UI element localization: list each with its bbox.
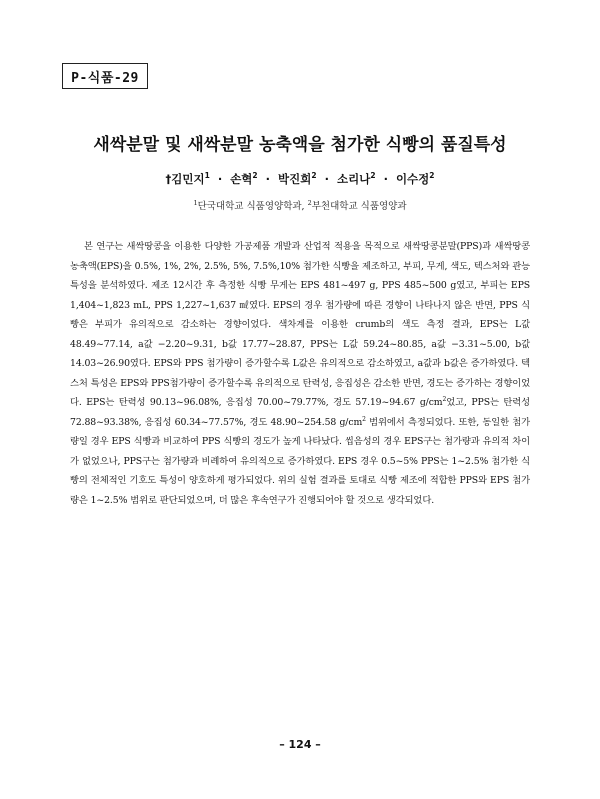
affiliations <box>0 198 600 212</box>
abstract-text-part: 었고, PPS는 탄력성 72.88~93.38%, 응집성 60.34~77.57%, 경도 48.90~254.58 g/cm <box>70 397 530 428</box>
affil-sup: 2 <box>307 198 312 207</box>
affiliation-2: 부천대학교 식품영양과 <box>311 201 407 212</box>
author-name: 김민지 <box>171 172 205 186</box>
author-separator: · <box>383 172 388 186</box>
abstract-text-part: 본 연구는 새싹땅콩을 이용한 다양한 가공제품 개발과 산업적 적용을 목적으로 새싹땅콩분말(PPS)과 새싹땅콩 농축액(EPS)을 0.5%, 1%, 2%, 2.5%, 5%, 7.5%,10% 첨가한 식빵을 제조하고, 부피, 무게, 색도, 텍스처와 관능 특성을 분석하였다. 제조 12시간 후 측정한 식빵 무게는 EPS 481~497 g, PPS 485~500 g였고, 부피는 EPS 1,404~1,823 mL, PPS 1,227~1,637 ㎖였다. EPS의 경우 첨가량에 따른 경향이 나타나지 않은 반면, PPS 식빵은 부피가 유의적으로 감소하는 경향이었다. 색차계를 이용한 crumb의 색도 측정 결과, EPS는 L값 48.49~77.14, a값 −2.20~9.31, b값 17.77~28.87, PPS는 L값 59.24~80.85, a값 −3.31~5.00, b값 14.03~26.90였다. EPS와 PPS 첨가량이 증가할수록 L값은 유의적으로 감소하였고, a값과 b값은 증가하였다. 텍스처 특성은 EPS와 PPS첨가량이 증가할수록 유의적으로 탄력성, 응집성은 감소한 반면, 경도는 증가하는 경향이었다. EPS는 탄력성 90.13~96.08%, 응집성 70.00~79.77%, 경도 57.19~94.67 g/cm <box>70 241 530 408</box>
author-name: 소리나 <box>337 172 371 186</box>
paper-title: 새싹분말 및 새싹분말 농축액을 첨가한 식빵의 품질특성 <box>93 135 507 155</box>
author-affil-sup: 1 <box>204 171 210 181</box>
author-affil-sup: 2 <box>370 171 376 181</box>
abstract-body <box>70 237 530 510</box>
author-affil-sup: 2 <box>252 171 258 181</box>
author-mark: † <box>165 172 172 186</box>
author-affil-sup: 2 <box>311 171 317 181</box>
unit-superscript: 2 <box>442 395 447 403</box>
affiliation-1: 단국대학교 식품영양학과, <box>197 201 305 212</box>
author-name: 박진희 <box>278 172 312 186</box>
author-name: 손혁 <box>230 172 253 186</box>
author-separator: · <box>324 172 329 186</box>
author-name: 이수정 <box>395 172 430 186</box>
author-separator: · <box>217 172 223 186</box>
unit-superscript: 2 <box>362 415 366 423</box>
author-separator: · <box>265 172 271 186</box>
affil-sup: 1 <box>193 198 198 207</box>
page-number: – 124 – <box>279 738 321 751</box>
abstract-text-part: 범위에서 측정되었다. 또한, 동일한 첨가량일 경우 EPS 식빵과 비교하여 PPS 식빵의 경도가 높게 나타났다. 씹음성의 경우 EPS구는 첨가량과 유의적 차이가 없었으나, PPS구는 첨가량과 비례하여 유의적으로 증가하였다. EPS 경우 0.5~5% PPS는 1~2.5% 첨가한 식빵의 전체적인 기호도 특성이 양호하게 평가되었다. 위의 실험 결과를 토대로 식빵 제조에 적합한 PPS와 EPS 첨가량은 1~2.5% 범위로 판단되었으며, 더 많은 후속연구가 진행되어야 할 것으로 생각되었다. <box>70 416 530 506</box>
author-list <box>0 171 600 187</box>
session-code-box: P-식품-29 <box>62 63 148 89</box>
author-affil-sup: 2 <box>429 171 435 181</box>
